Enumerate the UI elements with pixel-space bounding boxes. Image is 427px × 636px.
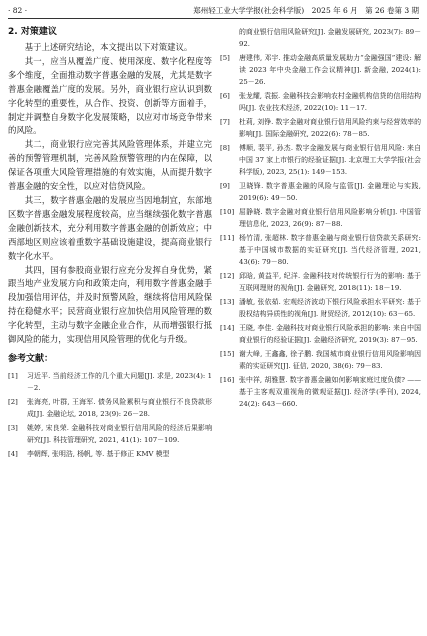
reference-text: 的商业银行信用风险研究[J]. 金融发展研究, 2023(7): 89－92. <box>239 28 421 48</box>
left-column <box>8 26 212 462</box>
reference-text: 屈静晓. 数字金融对商业银行信用风险影响分析[J]. 中国管理信息化, 2023, 26(9): 87－88. <box>239 208 421 228</box>
reference-continuation <box>220 26 421 50</box>
reference-text: 谢大峰, 王鑫鑫, 徐子鹏. 我国城市商业银行信用风险影响因素的实证研究[J]. 征信, 2020, 38(6): 79－83. <box>239 350 421 370</box>
paragraph-third: 其三，数字普惠金融的发展应当因地制宜，东部地区数字普惠金融发展程度较高，应当继续强化数字普惠金融创新技术，充分利用数字普惠金融的创新效应；中西部地区则应该着重数字基础设施建设，提高商业银行数字化水平。 <box>8 194 212 261</box>
reference-item <box>8 396 212 420</box>
reference-text: 傅顺, 裴平, 孙杰. 数字金融发展与商业银行信用风险: 来自中国 37 家上市银行的经验证据[J]. 北京理工大学学报(社会科学版), 2023, 25(1): 149－153. <box>239 144 421 176</box>
reference-text: 唐建伟, 邓宇. 推动金融高质量发展助力“金融强国”建设: 解读 2023 年中央金融工作会议精神[J]. 新金融, 2024(1): 25－26. <box>239 54 421 86</box>
references-heading: 参考文献： <box>8 353 54 364</box>
reference-text: 潘敏, 张依茹. 宏观经济波动下银行风险承担水平研究: 基于股权结构异质性的视角[J]. 财贸经济, 2012(10): 63－65. <box>239 298 421 318</box>
reference-number: [4] <box>8 449 18 458</box>
reference-number: [10] <box>220 208 235 216</box>
reference-item <box>220 270 421 294</box>
reference-text: 王晓, 李佳. 金融科技对商业银行风险承担的影响: 来自中国商业银行的经验证据[J]. 金融经济研究, 2019(3): 87－95. <box>239 324 421 344</box>
reference-number: [6] <box>220 92 230 100</box>
reference-item <box>220 296 421 320</box>
reference-item <box>8 448 212 460</box>
header-rule <box>8 18 419 19</box>
reference-item <box>220 52 421 88</box>
section-heading: 2. 对策建议 <box>8 27 57 37</box>
reference-item <box>220 90 421 114</box>
reference-text: 杨竹清, 张超林. 数字普惠金融与商业银行信贷款关系研究: 基于中国城市数据的实证研究[J]. 当代经济管理, 2021, 43(6): 79－80. <box>239 234 421 266</box>
paragraph-first: 其一，应当从覆盖广度、使用深度、数字化程度等多个维度，全面推动数字普惠金融的发展，尤其是数字普惠金融覆盖广度的发展。另外，商业银行应认识到数字化转型的重要性，从合作、投资、创新等方面着手，制定并调整自身数字化发展策略，以应对市场竞争带来的风险。 <box>8 55 212 136</box>
paragraph-intro: 基于上述研究结论，本文提出以下对策建议。 <box>24 42 193 52</box>
reference-number: [9] <box>220 182 230 190</box>
reference-number: [14] <box>220 324 235 332</box>
page-number: · 82 · <box>8 6 28 15</box>
reference-text: 张海亮, 叶群, 王海军. 债务风险累积与商业银行不良贷款形成[J]. 金融论坛, 2018, 23(9): 26－28. <box>27 397 212 418</box>
reference-text: 张龙耀, 袁振. 金融科技会影响农村金融机构信贷的信用结构吗[J]. 农业技术经济, 2022(10): 11－17. <box>239 92 421 112</box>
reference-text: 李朝辉, 张明浩, 杨帆, 等. 基于修正 KMV 模型 <box>27 449 170 458</box>
reference-text: 姚婷, 宋良荣. 金融科技对商业银行信用风险的经济后果影响研究[J]. 科技管理研究, 2021, 41(1): 107－109. <box>27 423 212 444</box>
reference-number: [7] <box>220 118 230 126</box>
reference-number: [11] <box>220 234 235 242</box>
reference-text: 杜莉, 刘铮. 数字金融对商业银行信用风险约束与经营效率的影响[J]. 国际金融研究, 2022(6): 78－85. <box>239 118 421 138</box>
reference-item <box>220 374 421 410</box>
reference-item <box>220 232 421 268</box>
reference-text: 张中祥, 胡雅慧. 数字普惠金融如何影响家庭过度负债? ——基于主客观双重视角的微观证据[J]. 经济学(季刊), 2024, 24(2): 643－660. <box>239 376 421 408</box>
reference-number: [8] <box>220 144 230 152</box>
reference-item <box>220 322 421 346</box>
reference-item <box>220 116 421 140</box>
reference-number: [3] <box>8 423 18 432</box>
reference-list-right <box>220 26 421 410</box>
reference-text: 邱晗, 黄益平, 纪洋. 金融科技对传统银行行为的影响: 基于互联网理财的视角[J]. 金融研究, 2018(11): 18－19. <box>239 272 421 292</box>
reference-item <box>8 422 212 446</box>
reference-number: [13] <box>220 298 235 306</box>
running-header <box>8 4 419 18</box>
reference-item <box>220 348 421 372</box>
reference-text: 习近平. 当前经济工作的几个重大问题[J]. 求是, 2023(4): 1－2. <box>27 371 212 392</box>
reference-item <box>220 142 421 178</box>
reference-number: [2] <box>8 397 18 406</box>
reference-item <box>220 206 421 230</box>
reference-number: [15] <box>220 350 235 358</box>
reference-text: 卫晓锋. 数字普惠金融的风险与监管[J]. 金融理论与实践, 2019(6): 49－50. <box>239 182 421 202</box>
journal-title: 郑州轻工业大学学报(社会科学版) 2025 年 6 月 第 26 卷第 3 期 <box>193 6 419 15</box>
reference-number: [1] <box>8 371 18 380</box>
reference-number: [5] <box>220 54 230 62</box>
reference-list-left <box>8 370 212 460</box>
reference-number: [16] <box>220 376 235 384</box>
right-column <box>220 26 421 412</box>
reference-number: [12] <box>220 272 235 280</box>
paragraph-second: 其二，商业银行应完善其风险管理体系，并建立完善的预警管理机制，完善风险预警管理的内在保障，以保证各项重大风险管理措施的有效实施，从而提升数字普惠金融的安全性，以应对信贷风险。 <box>8 139 212 192</box>
paragraph-fourth: 其四，国有参股商业银行应充分发挥自身优势，紧跟当地产业发展方向和政策走向，利用数字普惠金融手段加强信用评估，并及时预警风险，继续将信用风险保持在稳健水平；民营商业银行应加快信用风险管理的数字化转型，主动与数字金融企业合作，从而增强银行抵御风险的能力，实现信用风险管理的优化与升级。 <box>8 264 212 345</box>
reference-item <box>8 370 212 394</box>
reference-item <box>220 180 421 204</box>
